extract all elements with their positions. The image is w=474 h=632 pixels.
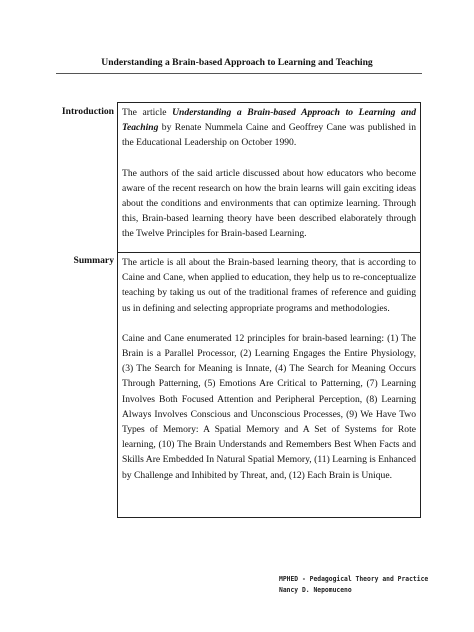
article-title: Understanding a Brain-based Approach to Learning and Teaching	[122, 107, 416, 134]
footer-course: MPHED - Pedagogical Theory and Practice	[279, 574, 429, 583]
introduction-cell	[117, 102, 421, 253]
footer-credit	[279, 573, 428, 595]
introduction-label: Introduction	[61, 106, 114, 117]
title-divider	[56, 73, 422, 74]
introduction-paragraph-2: The authors of the said article discussed about how educators who become aware of the recent research on how the brain learns will gain exciting ideas about the conditions and environments that can optimize learning. Through this, Brain-based learning theory have been described elaborately through the Twelve Principles for Brain-based Learning.	[122, 167, 416, 240]
introduction-prefix: The article	[122, 107, 173, 118]
summary-label: Summary	[73, 255, 114, 266]
introduction-paragraph-1	[122, 105, 416, 151]
introduction-suffix: by Renate Nummela Caine and Geoffrey Cane was published in the Educational Leadership on October 1990.	[122, 122, 416, 149]
summary-paragraph-1: The article is all about the Brain-based learning theory, that is according to Caine and Cane, when applied to education, they help us to re-conceptualize teaching by taking us out of the traditional frames of reference and guiding us in defining and selecting appropriate programs and methodologies.	[122, 257, 416, 314]
summary-paragraph-2: Caine and Cane enumerated 12 principles for brain-based learning: (1) The Brain is a Parallel Processor, (2) Learning Engages the Entire Physiology, (3) The Search for Meaning is Innate, (4) The Search for Meaning Occurs Through Patterning, (5) Emotions Are Critical to Patterning, (7) Learning Involves Both Focused Attention and Peripheral Perception, (8) Learning Always Involves Conscious and Unconscious Processes, (9) We Have Two Types of Memory: A Spatial Memory and A Set of Systems for Rote learning, (10) The Brain Understands and Remembers Best When Facts and Skills Are Embedded In Natural Spatial Memory, (11) Learning is Enhanced by Challenge and Inhibited by Threat, and, (12) Each Brain is Unique.	[122, 332, 416, 481]
footer-author: Nancy D. Nepomuceno	[279, 585, 352, 594]
document-title: Understanding a Brain-based Approach to Learning and Teaching	[101, 57, 373, 68]
summary-cell	[117, 252, 421, 518]
